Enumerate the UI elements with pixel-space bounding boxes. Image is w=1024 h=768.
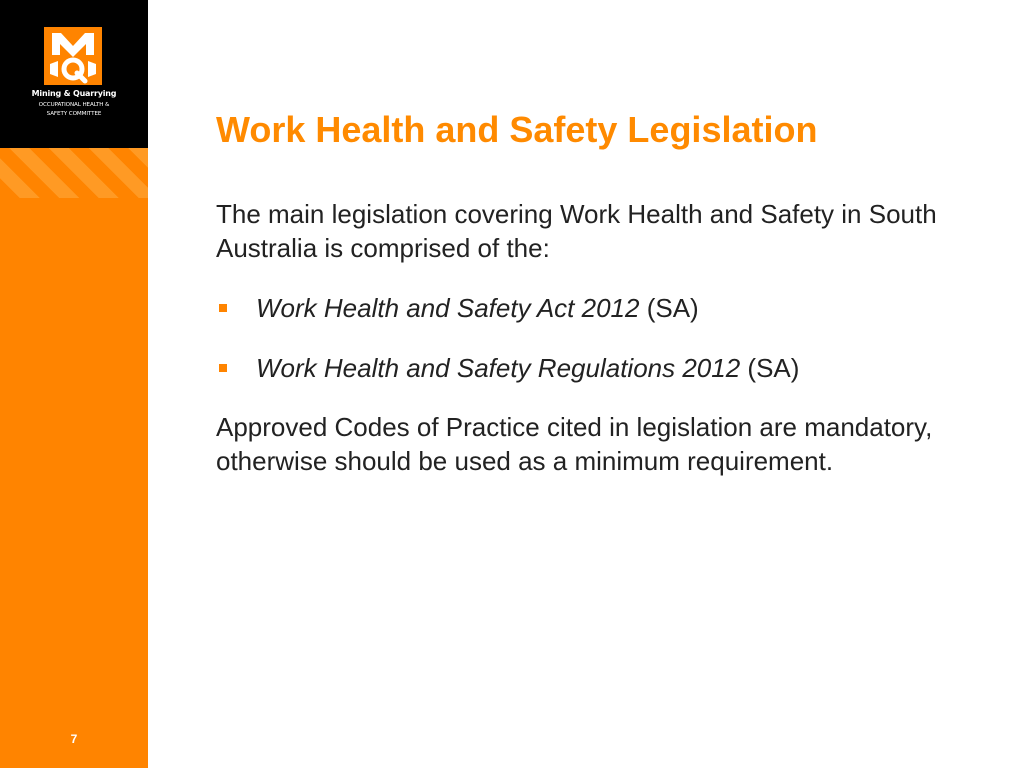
sidebar: [0, 0, 148, 768]
decorative-stripes: [0, 148, 148, 198]
legislation-title: Work Health and Safety Act 2012: [256, 293, 640, 323]
bullet-text: [256, 351, 799, 385]
intro-paragraph: The main legislation covering Work Health and Safety in South Australia is comprised of the:: [216, 199, 937, 263]
jurisdiction-suffix: (SA): [740, 353, 800, 383]
jurisdiction-suffix: (SA): [639, 293, 699, 323]
bullet-text: [256, 291, 699, 325]
logo-title: Mining & Quarrying: [31, 89, 117, 98]
mq-emblem-icon: [44, 27, 102, 85]
legislation-title: Work Health and Safety Regulations 2012: [256, 353, 741, 383]
slide-title: Work Health and Safety Legislation: [216, 109, 818, 150]
closing-paragraph: Approved Codes of Practice cited in legislation are mandatory, otherwise should be used as a minimum requirement.: [216, 412, 933, 476]
square-bullet-icon: [219, 304, 227, 312]
square-bullet-icon: [219, 364, 227, 372]
logo-subtitle-line-2: SAFETY COMMITTEE: [46, 111, 102, 117]
logo-subtitle-line-1: OCCUPATIONAL HEALTH &: [38, 102, 110, 108]
logo: [0, 0, 148, 148]
page-number: 7: [70, 732, 78, 746]
